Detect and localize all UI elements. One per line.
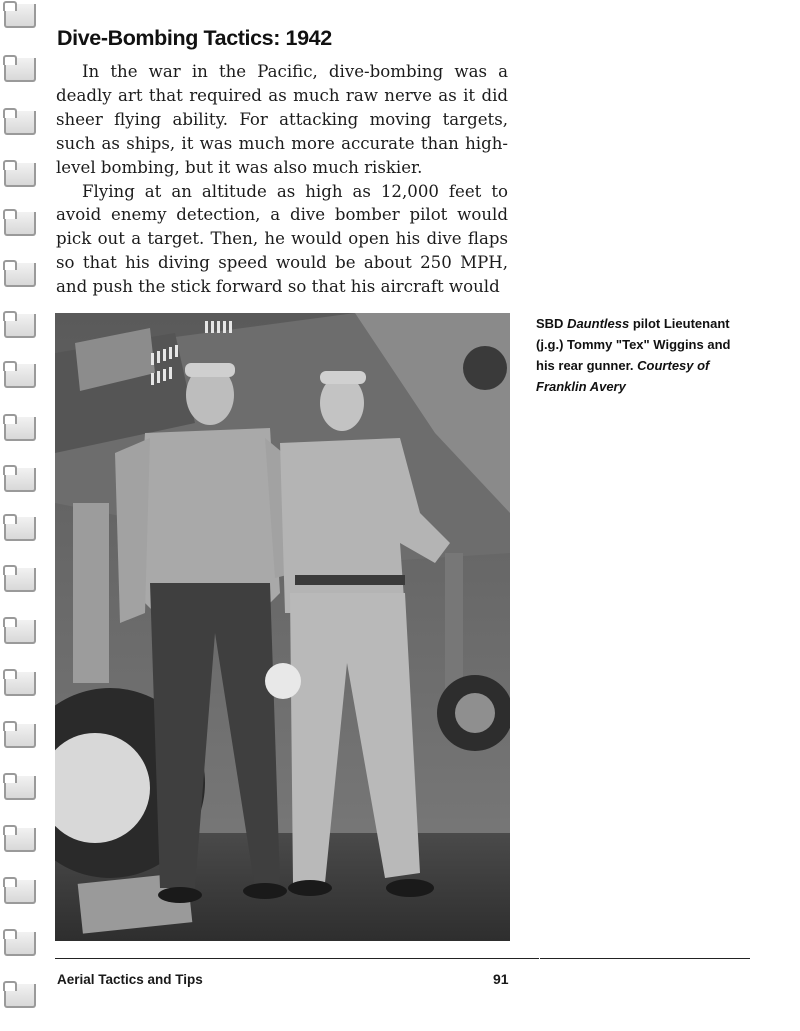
paragraph: In the war in the Pacific, dive-bombing was a deadly art that required as much raw nerve as it did sheer flying ability. For attacking moving targets, such as ships, it was much more accurate than high-level bombing, but it was also much riskier.: [56, 62, 508, 177]
binding-ring: [4, 984, 36, 1008]
binding-ring: [4, 212, 36, 236]
footer-section-title: Aerial Tactics and Tips: [57, 972, 203, 987]
binding-ring: [4, 314, 36, 338]
binding-ring: [4, 932, 36, 956]
binding-ring: [4, 163, 36, 187]
binding-ring: [4, 468, 36, 492]
photograph: [55, 313, 510, 941]
paragraph: Flying at an altitude as high as 12,000 feet to avoid enemy detection, a dive bomber pilot would pick out a target. Then, he would open his dive flaps so that his diving speed would be about 250 MPH, and push the stick forward so that his aircraft would: [56, 181, 508, 297]
binding-ring: [4, 364, 36, 388]
caption-aircraft-name: Dauntless: [567, 316, 630, 331]
binding-ring: [4, 58, 36, 82]
footer-rule: [55, 958, 539, 959]
page-title: Dive-Bombing Tactics: 1942: [57, 26, 332, 50]
binding-ring: [4, 568, 36, 592]
caption-credit: Courtesy of Franklin Avery: [536, 358, 710, 394]
article-body: [56, 60, 508, 299]
spiral-binding: [0, 0, 40, 1031]
photo-caption: [536, 313, 751, 397]
binding-ring: [4, 4, 36, 28]
binding-ring: [4, 263, 36, 287]
binding-ring: [4, 620, 36, 644]
binding-ring: [4, 111, 36, 135]
binding-ring: [4, 672, 36, 696]
binding-ring: [4, 724, 36, 748]
binding-ring: [4, 828, 36, 852]
caption-text: pilot Lieutenant (j.g.) Tommy "Tex" Wiggins and his rear gunner.: [536, 316, 731, 373]
binding-ring: [4, 880, 36, 904]
page-number: 91: [493, 971, 509, 987]
caption-text: SBD: [536, 316, 568, 331]
binding-ring: [4, 417, 36, 441]
binding-ring: [4, 776, 36, 800]
footer-rule: [540, 958, 750, 959]
binding-ring: [4, 517, 36, 541]
